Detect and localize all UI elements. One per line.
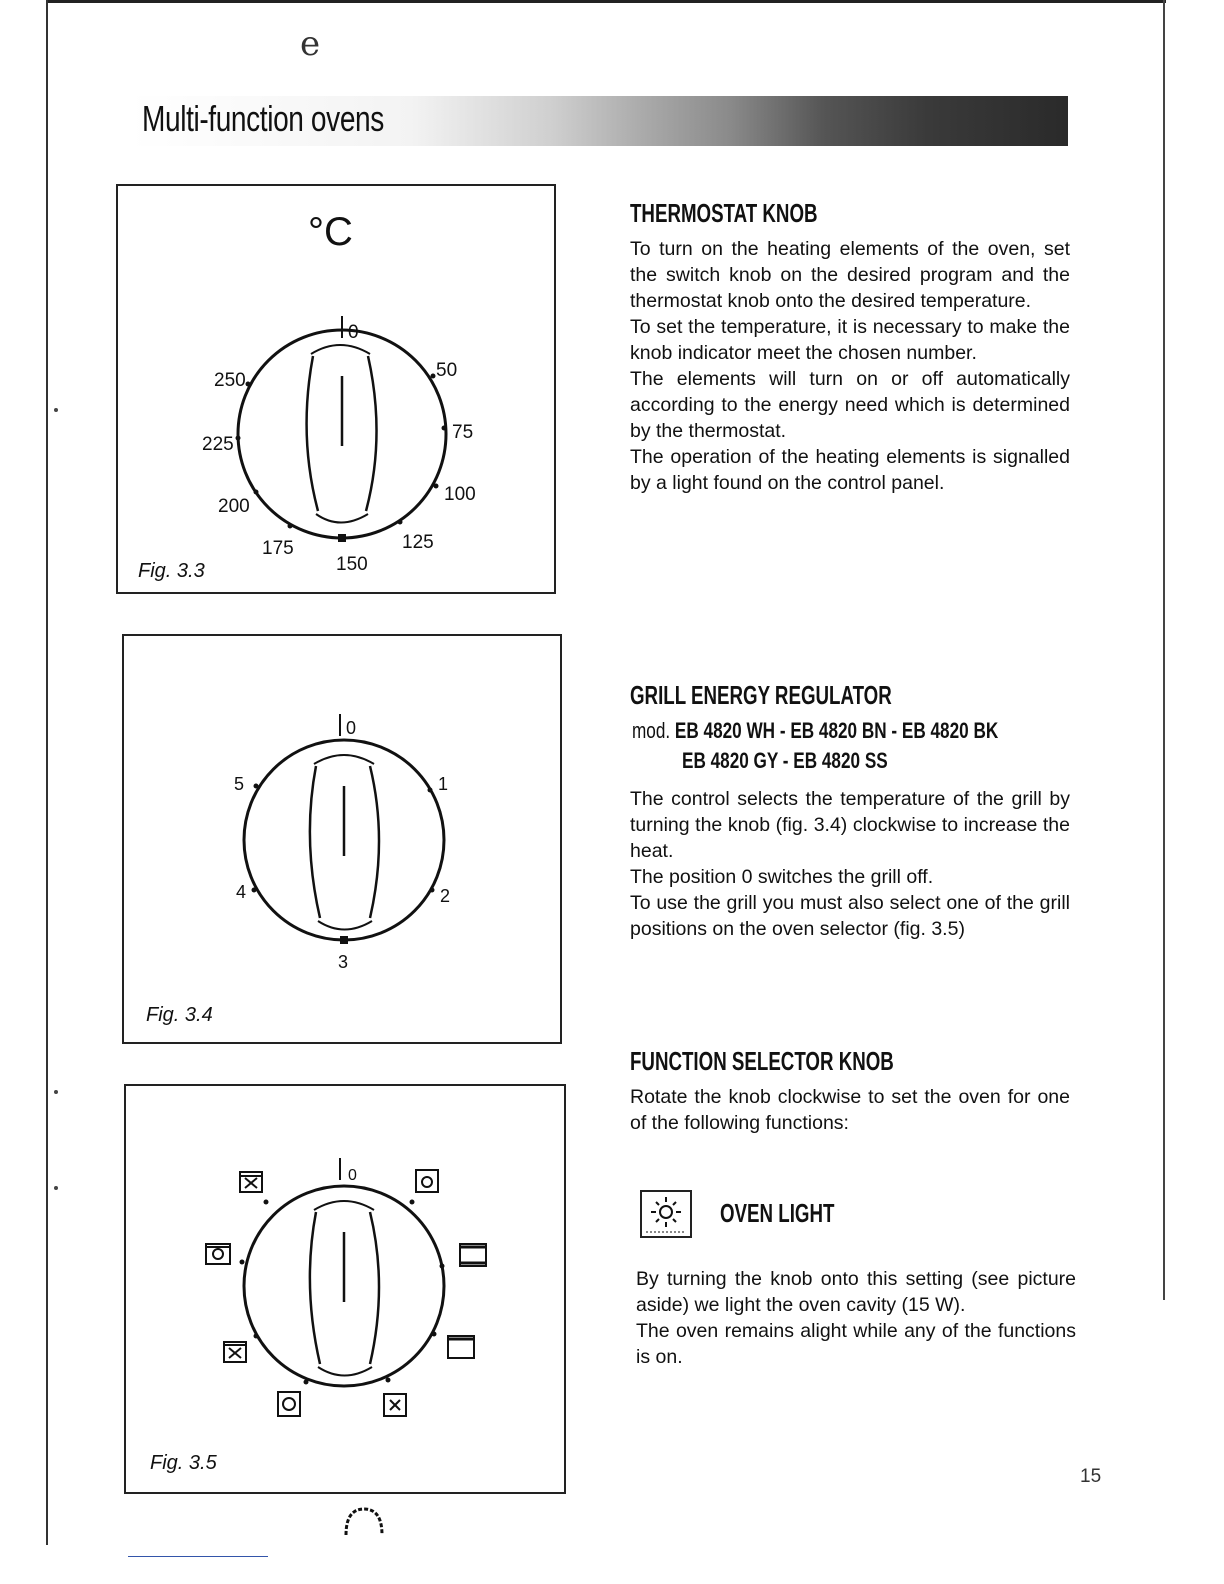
scale-label: 0 [348, 322, 359, 343]
function-dial [126, 1086, 564, 1492]
thermostat-dial [118, 186, 554, 592]
scale-label: 2 [440, 886, 451, 906]
model-prefix: mod. [632, 718, 671, 743]
paragraph: To use the grill you must also select one of the grill positions on the oven selector (fig. 3.5) [630, 892, 1070, 940]
scale-label: 0 [348, 1167, 357, 1184]
figure-thermostat-knob [116, 184, 556, 594]
scale-label: 225 [202, 434, 234, 455]
top-heat-icon [448, 1336, 474, 1358]
binding-mark-icon [340, 1505, 388, 1546]
margin-dot [54, 1186, 58, 1190]
grill-icon [224, 1342, 246, 1362]
paragraph: The oven remains alight while any of the functions is on. [636, 1320, 1076, 1368]
indicator-mark [338, 534, 346, 542]
section-title-grill: GRILL ENERGY REGULATOR [630, 680, 892, 710]
figure-grill-regulator [122, 634, 562, 1044]
indicator-mark [340, 936, 348, 944]
figure-caption: Fig. 3.4 [146, 1004, 213, 1026]
figure-caption: Fig. 3.3 [138, 560, 205, 582]
celsius-unit: °C [308, 210, 353, 254]
paragraph: The operation of the heating elements is signalled by a light found on the control panel. [630, 446, 1070, 494]
fan-grill-combined-icon [206, 1244, 230, 1264]
scale-label: 200 [218, 496, 250, 517]
paragraph: The position 0 switches the grill off. [630, 866, 934, 888]
page-title: Multi-function ovens [142, 98, 384, 139]
model-line-2 [682, 748, 888, 774]
model-list: EB 4820 WH - EB 4820 BN - EB 4820 BK [674, 718, 999, 743]
grill-dial [124, 636, 560, 1042]
paragraph: The control selects the temperature of the grill by turning the knob (fig. 3.4) clockwise to increase the heat. [630, 788, 1070, 862]
figure-caption: Fig. 3.5 [150, 1452, 217, 1474]
oven-light-icon [640, 1190, 692, 1238]
knob [244, 740, 444, 940]
knob [244, 1186, 444, 1386]
margin-dot [54, 408, 58, 412]
function-selector-text [630, 1084, 1070, 1136]
model-line-1 [632, 718, 998, 744]
page-number: 15 [1080, 1466, 1102, 1487]
scale-label: 75 [452, 422, 474, 443]
margin-dot [54, 1090, 58, 1094]
scale-label: 4 [236, 882, 247, 902]
scale-label: 150 [336, 554, 368, 575]
grill-text [630, 786, 1070, 942]
section-title-oven-light: OVEN LIGHT [720, 1198, 835, 1228]
fan-icon [278, 1392, 300, 1416]
scale-label: 175 [262, 538, 294, 559]
top-bottom-heat-icon [460, 1244, 486, 1266]
scale-label: 5 [234, 774, 245, 794]
scale-label: 125 [402, 532, 434, 553]
paragraph: Rotate the knob clockwise to set the oven for one of the following functions: [630, 1086, 1070, 1134]
section-title-function-selector: FUNCTION SELECTOR KNOB [630, 1046, 894, 1076]
page-border-right [1163, 0, 1165, 1300]
scale-label: 250 [214, 370, 246, 391]
paragraph: To turn on the heating elements of the oven, set the switch knob on the desired program and the thermostat knob onto the desired temperature. [630, 238, 1070, 312]
oven-light-text [636, 1266, 1076, 1370]
scale-label: 50 [436, 360, 458, 381]
paragraph: By turning the knob onto this setting (see picture aside) we light the oven cavity (15 W). [636, 1268, 1076, 1316]
section-title-thermostat: THERMOSTAT KNOB [630, 198, 818, 228]
fan-grill-icon [240, 1172, 262, 1192]
page-border-top [46, 0, 1166, 3]
figure-function-selector [124, 1084, 566, 1494]
scale-label: 3 [338, 952, 349, 972]
scale-label: 0 [346, 718, 357, 738]
thermostat-text [630, 236, 1070, 496]
knob [238, 330, 446, 538]
paragraph: The elements will turn on or off automatically according to the energy need which is determined by the thermostat. [630, 368, 1070, 442]
page-border-left [46, 0, 48, 1545]
footer-rule [128, 1556, 268, 1557]
scale-label: 100 [444, 484, 476, 505]
brand-logo-mark: e [300, 24, 321, 64]
oven-light-icon [416, 1170, 438, 1192]
section-header-bar [130, 96, 1068, 146]
defrost-icon [384, 1394, 406, 1416]
scale-label: 1 [438, 774, 449, 794]
paragraph: To set the temperature, it is necessary to make the knob indicator meet the chosen number. [630, 316, 1070, 364]
model-list: EB 4820 GY - EB 4820 SS [682, 748, 888, 773]
